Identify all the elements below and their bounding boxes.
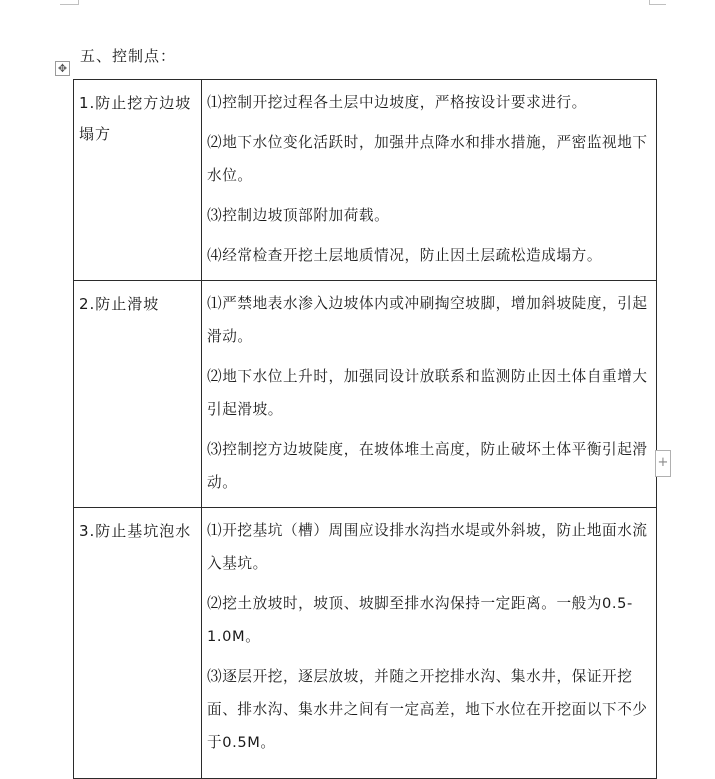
- measure-text: ⑴严禁地表水渗入边坡体内或冲刷掏空坡脚，增加斜坡陡度，引起滑动。: [207, 295, 648, 345]
- measures-cell[interactable]: [202, 508, 657, 779]
- add-row-plus-icon[interactable]: +: [655, 450, 671, 477]
- item-title-cell[interactable]: [74, 508, 202, 779]
- item-title: 1.防止挖方边坡塌方: [79, 94, 192, 143]
- measures-cell[interactable]: [202, 80, 657, 281]
- measure-text: ⑵挖土放坡时，坡顶、坡脚至排水沟保持一定距离。一般为0.5-1.0M。: [207, 595, 633, 645]
- measure-text: ⑵地下水位上升时，加强同设计放联系和监测防止因土体自重增大引起滑坡。: [207, 368, 648, 418]
- measure-text: ⑶逐层开挖，逐层放坡，并随之开挖排水沟、集水井，保证开挖面、排水沟、集水井之间有一定高差，地下水位在开挖面以下不少于0.5M。: [207, 668, 648, 751]
- measure-text: ⑶控制挖方边坡陡度，在坡体堆土高度，防止破坏土体平衡引起滑动。: [207, 441, 648, 491]
- measure-text: ⑴控制开挖过程各土层中边坡度，严格按设计要求进行。: [207, 94, 587, 111]
- table-row: [74, 80, 657, 281]
- measure-text: ⑶控制边坡顶部附加荷载。: [207, 207, 390, 224]
- page-margin-mark-top-right: [649, 0, 666, 5]
- item-title-cell[interactable]: [74, 281, 202, 508]
- page-margin-mark-top-left: [60, 0, 79, 5]
- measure-text: ⑷经常检查开挖土层地质情况，防止因土层疏松造成塌方。: [207, 247, 603, 264]
- section-heading: 五、控制点：: [80, 47, 177, 65]
- table-row: [74, 281, 657, 508]
- item-title-cell[interactable]: [74, 80, 202, 281]
- table-row: [74, 508, 657, 779]
- table-move-handle-icon[interactable]: ✥: [55, 61, 70, 76]
- control-points-table: [73, 79, 657, 779]
- measures-cell[interactable]: [202, 281, 657, 508]
- measure-text: ⑵地下水位变化活跃时，加强井点降水和排水措施，严密监视地下水位。: [207, 134, 648, 184]
- item-title: 3.防止基坑泡水: [79, 522, 192, 540]
- measure-text: ⑴开挖基坑（槽）周围应设排水沟挡水堤或外斜坡，防止地面水流入基坑。: [207, 522, 648, 572]
- item-title: 2.防止滑坡: [79, 295, 160, 313]
